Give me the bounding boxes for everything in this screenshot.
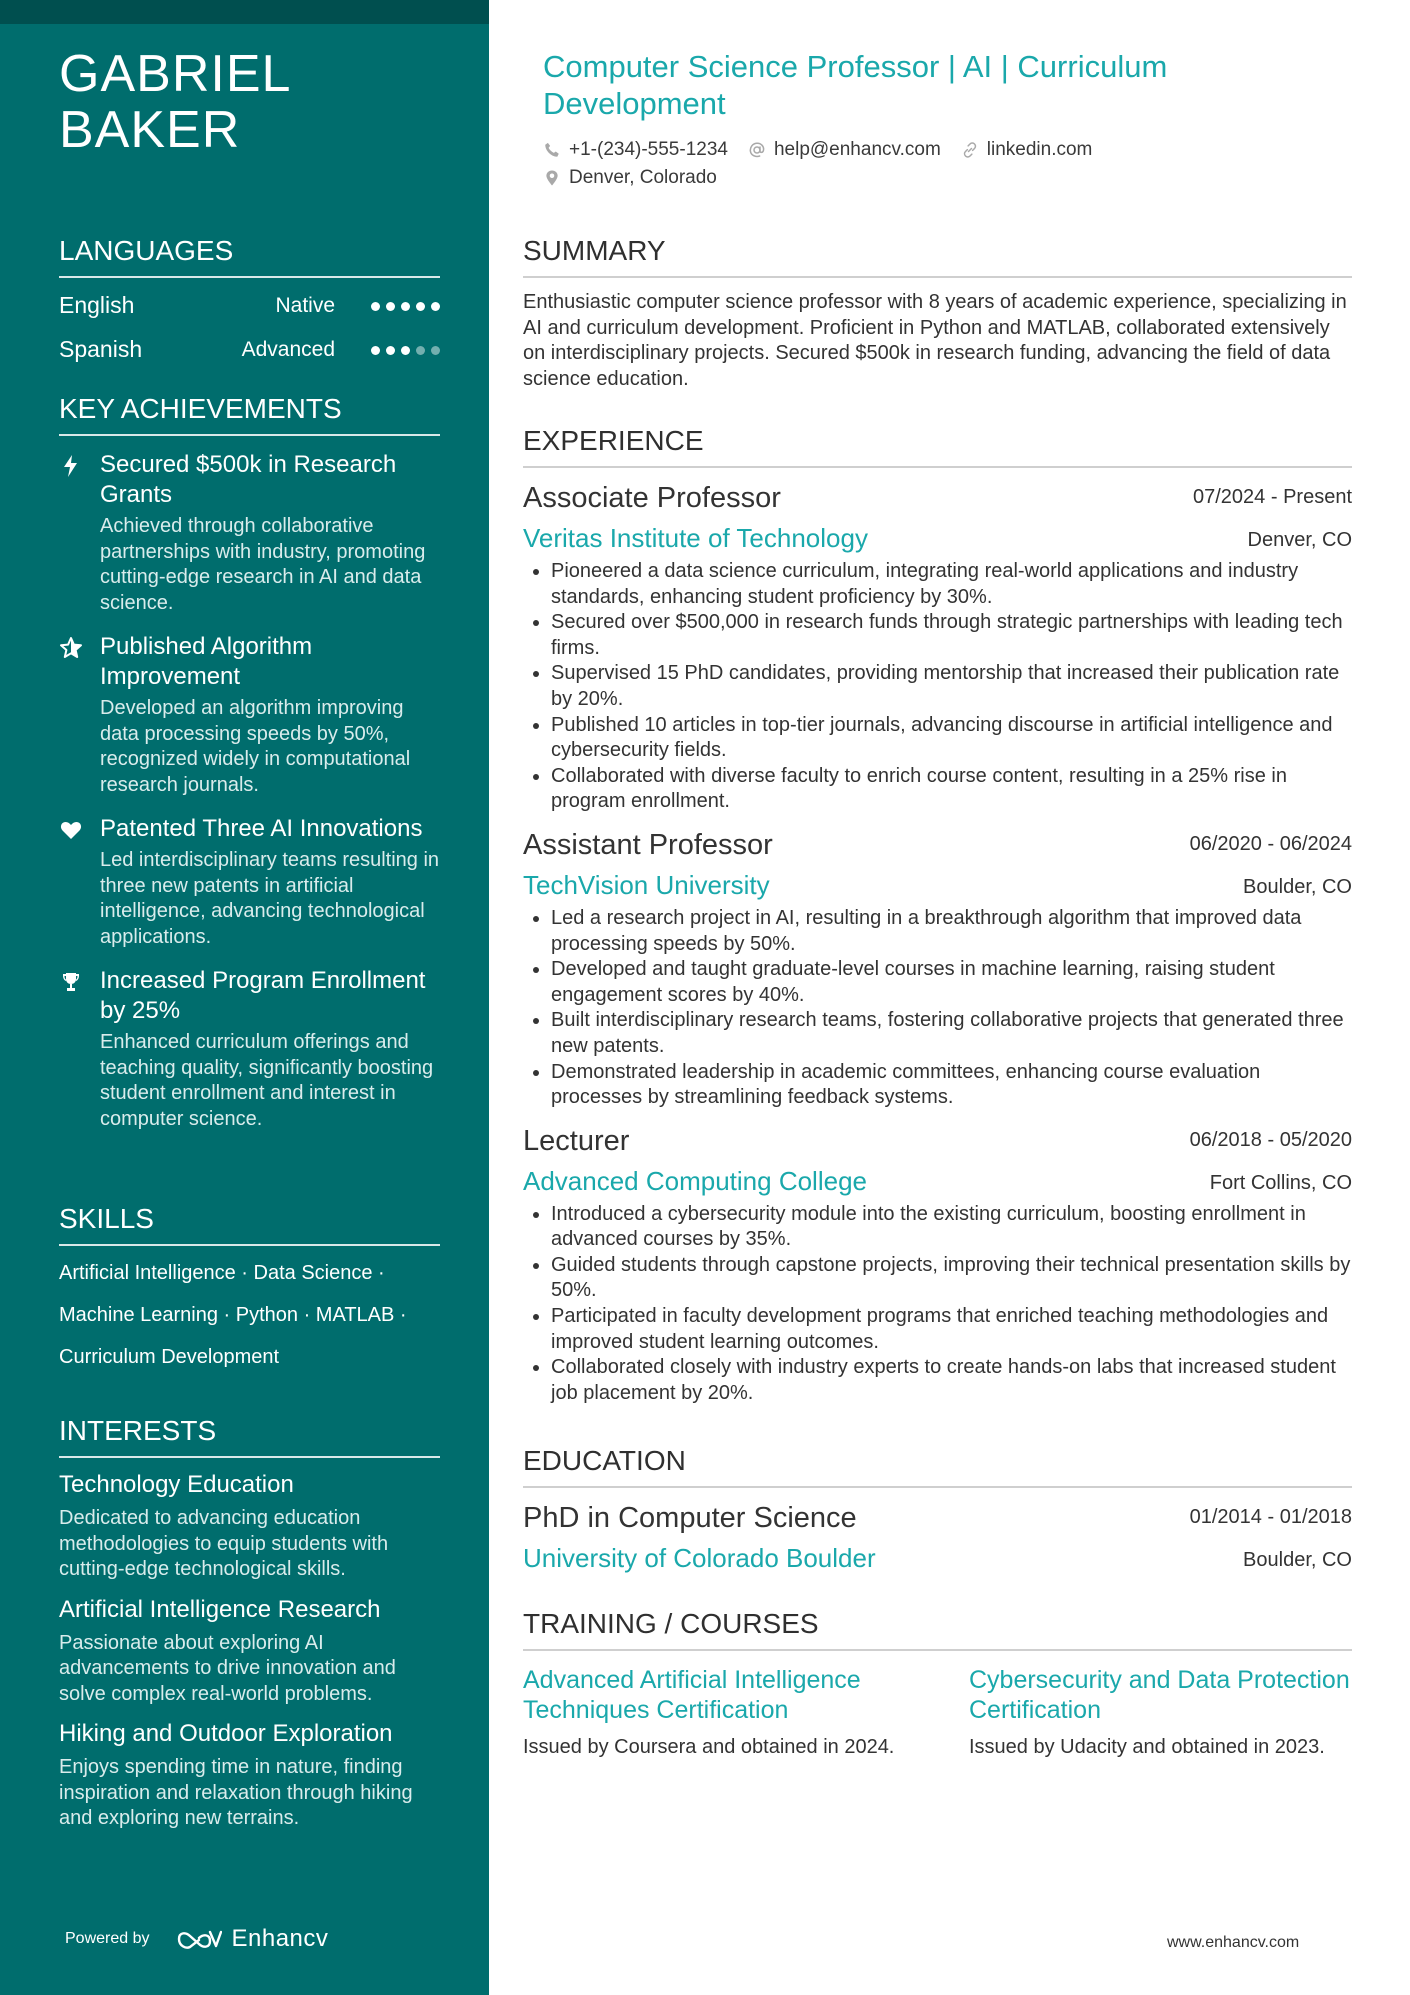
- achievement-desc: Led interdisciplinary teams resulting in three new patents in artificial intelligence, advancing technological applications.: [100, 849, 440, 948]
- achievement-desc: Achieved through collaborative partnerships with industry, promoting cutting-edge research in AI and data science.: [100, 515, 426, 614]
- contact-row: [543, 164, 1092, 192]
- job-entry: [523, 1123, 1352, 1407]
- job-company[interactable]: Veritas Institute of Technology: [523, 523, 868, 553]
- course-title[interactable]: Cybersecurity and Data Protection Certification: [969, 1666, 1350, 1724]
- job-title: Associate Professor: [523, 482, 781, 514]
- sidebar: [0, 0, 489, 1995]
- language-rating: [371, 302, 440, 311]
- job-bullets: [523, 559, 1352, 815]
- heart-icon: [59, 818, 83, 842]
- skills-line: Machine Learning · Python · MATLAB ·: [59, 1304, 407, 1326]
- contact-location: [543, 167, 717, 189]
- last-name: BAKER: [59, 101, 241, 159]
- contact-phone[interactable]: [543, 139, 728, 161]
- job-location: Denver, CO: [1247, 529, 1352, 551]
- phone-icon: [543, 141, 561, 159]
- job-bullet: • Demonstrated leadership in academic committees, enhancing course evaluation processes by streamlining feedback systems.: [551, 1060, 1352, 1111]
- language-rating: [371, 346, 440, 355]
- job-company[interactable]: TechVision University: [523, 869, 770, 900]
- language-row: [59, 332, 440, 376]
- achievements-heading: KEY ACHIEVEMENTS: [59, 392, 440, 436]
- rating-dot: [386, 346, 395, 355]
- powered-by: [65, 1925, 328, 1953]
- candidate-name: [59, 46, 291, 158]
- languages-section: [59, 234, 440, 376]
- rating-dot: [401, 346, 410, 355]
- achievement-desc: Developed an algorithm improving data processing speeds by 50%, recognized widely in computational research journals.: [100, 697, 411, 796]
- location-text: Denver, Colorado: [569, 167, 717, 188]
- link-icon: [961, 141, 979, 159]
- footer-url[interactable]: www.enhancv.com: [1167, 1934, 1300, 1951]
- job-bullet: • Built interdisciplinary research teams, fostering collaborative projects that generated three new patents.: [551, 1008, 1352, 1059]
- skills-section: [59, 1202, 440, 1378]
- interests-heading: INTERESTS: [59, 1414, 440, 1458]
- achievement-title: Published Algorithm Improvement: [100, 633, 313, 690]
- languages-heading: LANGUAGES: [59, 234, 440, 278]
- enhancv-brand: Enhancv: [231, 1925, 329, 1952]
- school[interactable]: University of Colorado Boulder: [523, 1543, 876, 1573]
- achievement-item: [59, 966, 440, 1132]
- training-section: [523, 1607, 1352, 1760]
- job-company[interactable]: Advanced Computing College: [523, 1165, 867, 1196]
- achievement-title: Increased Program Enrollment by 25%: [100, 967, 426, 1024]
- summary-section: [523, 234, 1352, 392]
- first-name: GABRIEL: [59, 45, 292, 103]
- rating-dot: [416, 346, 425, 355]
- interest-title: Technology Education: [59, 1471, 294, 1498]
- job-entry: [523, 480, 1352, 815]
- linkedin-text: linkedin.com: [986, 139, 1093, 160]
- job-dates: 06/2020 - 06/2024: [1189, 832, 1352, 855]
- course-title[interactable]: Advanced Artificial Intelligence Techniques Certification: [523, 1666, 861, 1724]
- star-icon: [59, 636, 83, 660]
- job-dates: 06/2018 - 05/2020: [1189, 1128, 1352, 1151]
- rating-dot: [431, 302, 440, 311]
- experience-section: [523, 424, 1352, 1406]
- interest-item: [59, 1719, 440, 1832]
- job-bullet: • Introduced a cybersecurity module into the existing curriculum, boosting enrollment in advanced courses by 35%.: [551, 1202, 1352, 1253]
- achievement-item: [59, 450, 440, 616]
- rating-dot: [371, 302, 380, 311]
- job-bullet: • Secured over $500,000 in research funds through strategic partnerships with leading tech firms.: [551, 610, 1352, 661]
- job-bullet: • Guided students through capstone projects, improving their technical presentation skills by 50%.: [551, 1253, 1352, 1304]
- summary-heading: SUMMARY: [523, 234, 1352, 278]
- achievement-desc: Enhanced curriculum offerings and teaching quality, significantly boosting student enrollment and interest in computer science.: [100, 1031, 434, 1130]
- achievements-section: [59, 392, 440, 1148]
- lightning-icon: [59, 454, 83, 478]
- powered-by-label: Powered by: [65, 1930, 150, 1947]
- enhancv-logo[interactable]: [176, 1925, 329, 1953]
- course-item: [969, 1665, 1351, 1760]
- job-location: Fort Collins, CO: [1209, 1171, 1352, 1194]
- skills-line: Curriculum Development: [59, 1346, 280, 1368]
- contact-linkedin[interactable]: [961, 139, 1093, 161]
- language-name: English: [59, 292, 135, 318]
- education-location: Boulder, CO: [1243, 1549, 1352, 1571]
- job-bullet: • Led a research project in AI, resulting in a breakthrough algorithm that improved data processing speeds by 50%.: [551, 906, 1352, 957]
- interest-desc: Passionate about exploring AI advancements to drive innovation and solve complex real-world problems.: [59, 1631, 396, 1705]
- job-bullets: [523, 906, 1352, 1111]
- education-heading: EDUCATION: [523, 1444, 1352, 1488]
- job-bullet: • Developed and taught graduate-level courses in machine learning, raising student engagement scores by 40%.: [551, 957, 1352, 1008]
- phone-text: +1-(234)-555-1234: [569, 139, 728, 160]
- contact-row: [543, 136, 1092, 164]
- job-bullet: • Pioneered a data science curriculum, integrating real-world applications and industry standards, enhancing student proficiency by 30%.: [551, 559, 1352, 610]
- course-desc: Issued by Coursera and obtained in 2024.: [523, 1736, 895, 1758]
- location-pin-icon: [543, 169, 561, 187]
- summary-text: Enthusiastic computer science professor with 8 years of academic experience, specializing in AI and curriculum development. Proficient in Python and MATLAB, collaborated extensively on interdisciplinary projects. Secured $500k in research funding, advancing the field of data science education.: [523, 291, 1347, 390]
- contact-info: [543, 136, 1092, 192]
- language-row: [59, 288, 440, 332]
- education-dates: 01/2014 - 01/2018: [1189, 1506, 1352, 1528]
- achievement-title: Patented Three AI Innovations: [100, 815, 423, 842]
- enhancv-logo-icon: [176, 1928, 222, 1950]
- interest-desc: Enjoys spending time in nature, finding inspiration and relaxation through hiking and exploring new terrains.: [59, 1756, 413, 1829]
- job-bullet: • Collaborated with diverse faculty to enrich course content, resulting in a 25% rise in program enrollment.: [551, 764, 1352, 815]
- trophy-icon: [59, 970, 83, 994]
- achievement-title: Secured $500k in Research Grants: [100, 451, 397, 508]
- job-bullet: • Participated in faculty development programs that enriched teaching methodologies and improved student learning outcomes.: [551, 1304, 1352, 1355]
- interest-item: [59, 1595, 440, 1708]
- interests-section: [59, 1414, 440, 1844]
- rating-dot: [431, 346, 440, 355]
- job-entry: [523, 827, 1352, 1111]
- interest-title: Hiking and Outdoor Exploration: [59, 1720, 393, 1747]
- education-entry: [523, 1500, 1352, 1575]
- job-bullet: • Supervised 15 PhD candidates, providing mentorship that increased their publication rate by 20%.: [551, 661, 1352, 712]
- sidebar-top-band: [0, 0, 489, 24]
- email-text: help@enhancv.com: [773, 139, 941, 160]
- achievement-item: [59, 814, 440, 950]
- job-title: Assistant Professor: [523, 828, 773, 861]
- headline: Computer Science Professor | AI | Curriculum Development: [543, 49, 1168, 121]
- course-item: [523, 1665, 905, 1760]
- job-bullet: • Collaborated closely with industry experts to create hands-on labs that increased student job placement by 20%.: [551, 1355, 1352, 1406]
- training-heading: TRAINING / COURSES: [523, 1607, 1352, 1651]
- skills-list: [59, 1252, 440, 1378]
- rating-dot: [371, 346, 380, 355]
- language-level: Native: [275, 294, 335, 317]
- job-dates: 07/2024 - Present: [1193, 486, 1352, 508]
- skills-line: Artificial Intelligence · Data Science ·: [59, 1262, 385, 1284]
- job-bullet: • Published 10 articles in top-tier journals, advancing discourse in artificial intelligence and cybersecurity fields.: [551, 713, 1352, 764]
- interest-title: Artificial Intelligence Research: [59, 1595, 381, 1623]
- education-section: [523, 1444, 1352, 1575]
- interest-desc: Dedicated to advancing education methodologies to equip students with cutting-edge technological skills.: [59, 1507, 389, 1580]
- rating-dot: [416, 302, 425, 311]
- job-location: Boulder, CO: [1243, 875, 1352, 898]
- rating-dot: [386, 302, 395, 311]
- rating-dot: [401, 302, 410, 311]
- job-title: Lecturer: [523, 1124, 630, 1157]
- achievement-item: [59, 632, 440, 798]
- course-list: [523, 1665, 1352, 1760]
- skills-heading: SKILLS: [59, 1202, 440, 1246]
- language-level: Advanced: [241, 338, 335, 361]
- course-desc: Issued by Udacity and obtained in 2023.: [969, 1736, 1325, 1758]
- contact-email[interactable]: [748, 139, 941, 161]
- degree: PhD in Computer Science: [523, 1502, 857, 1534]
- at-icon: [748, 141, 766, 159]
- interest-item: [59, 1470, 440, 1583]
- job-bullets: [523, 1202, 1352, 1407]
- language-name: Spanish: [59, 336, 143, 362]
- experience-heading: EXPERIENCE: [523, 424, 1352, 468]
